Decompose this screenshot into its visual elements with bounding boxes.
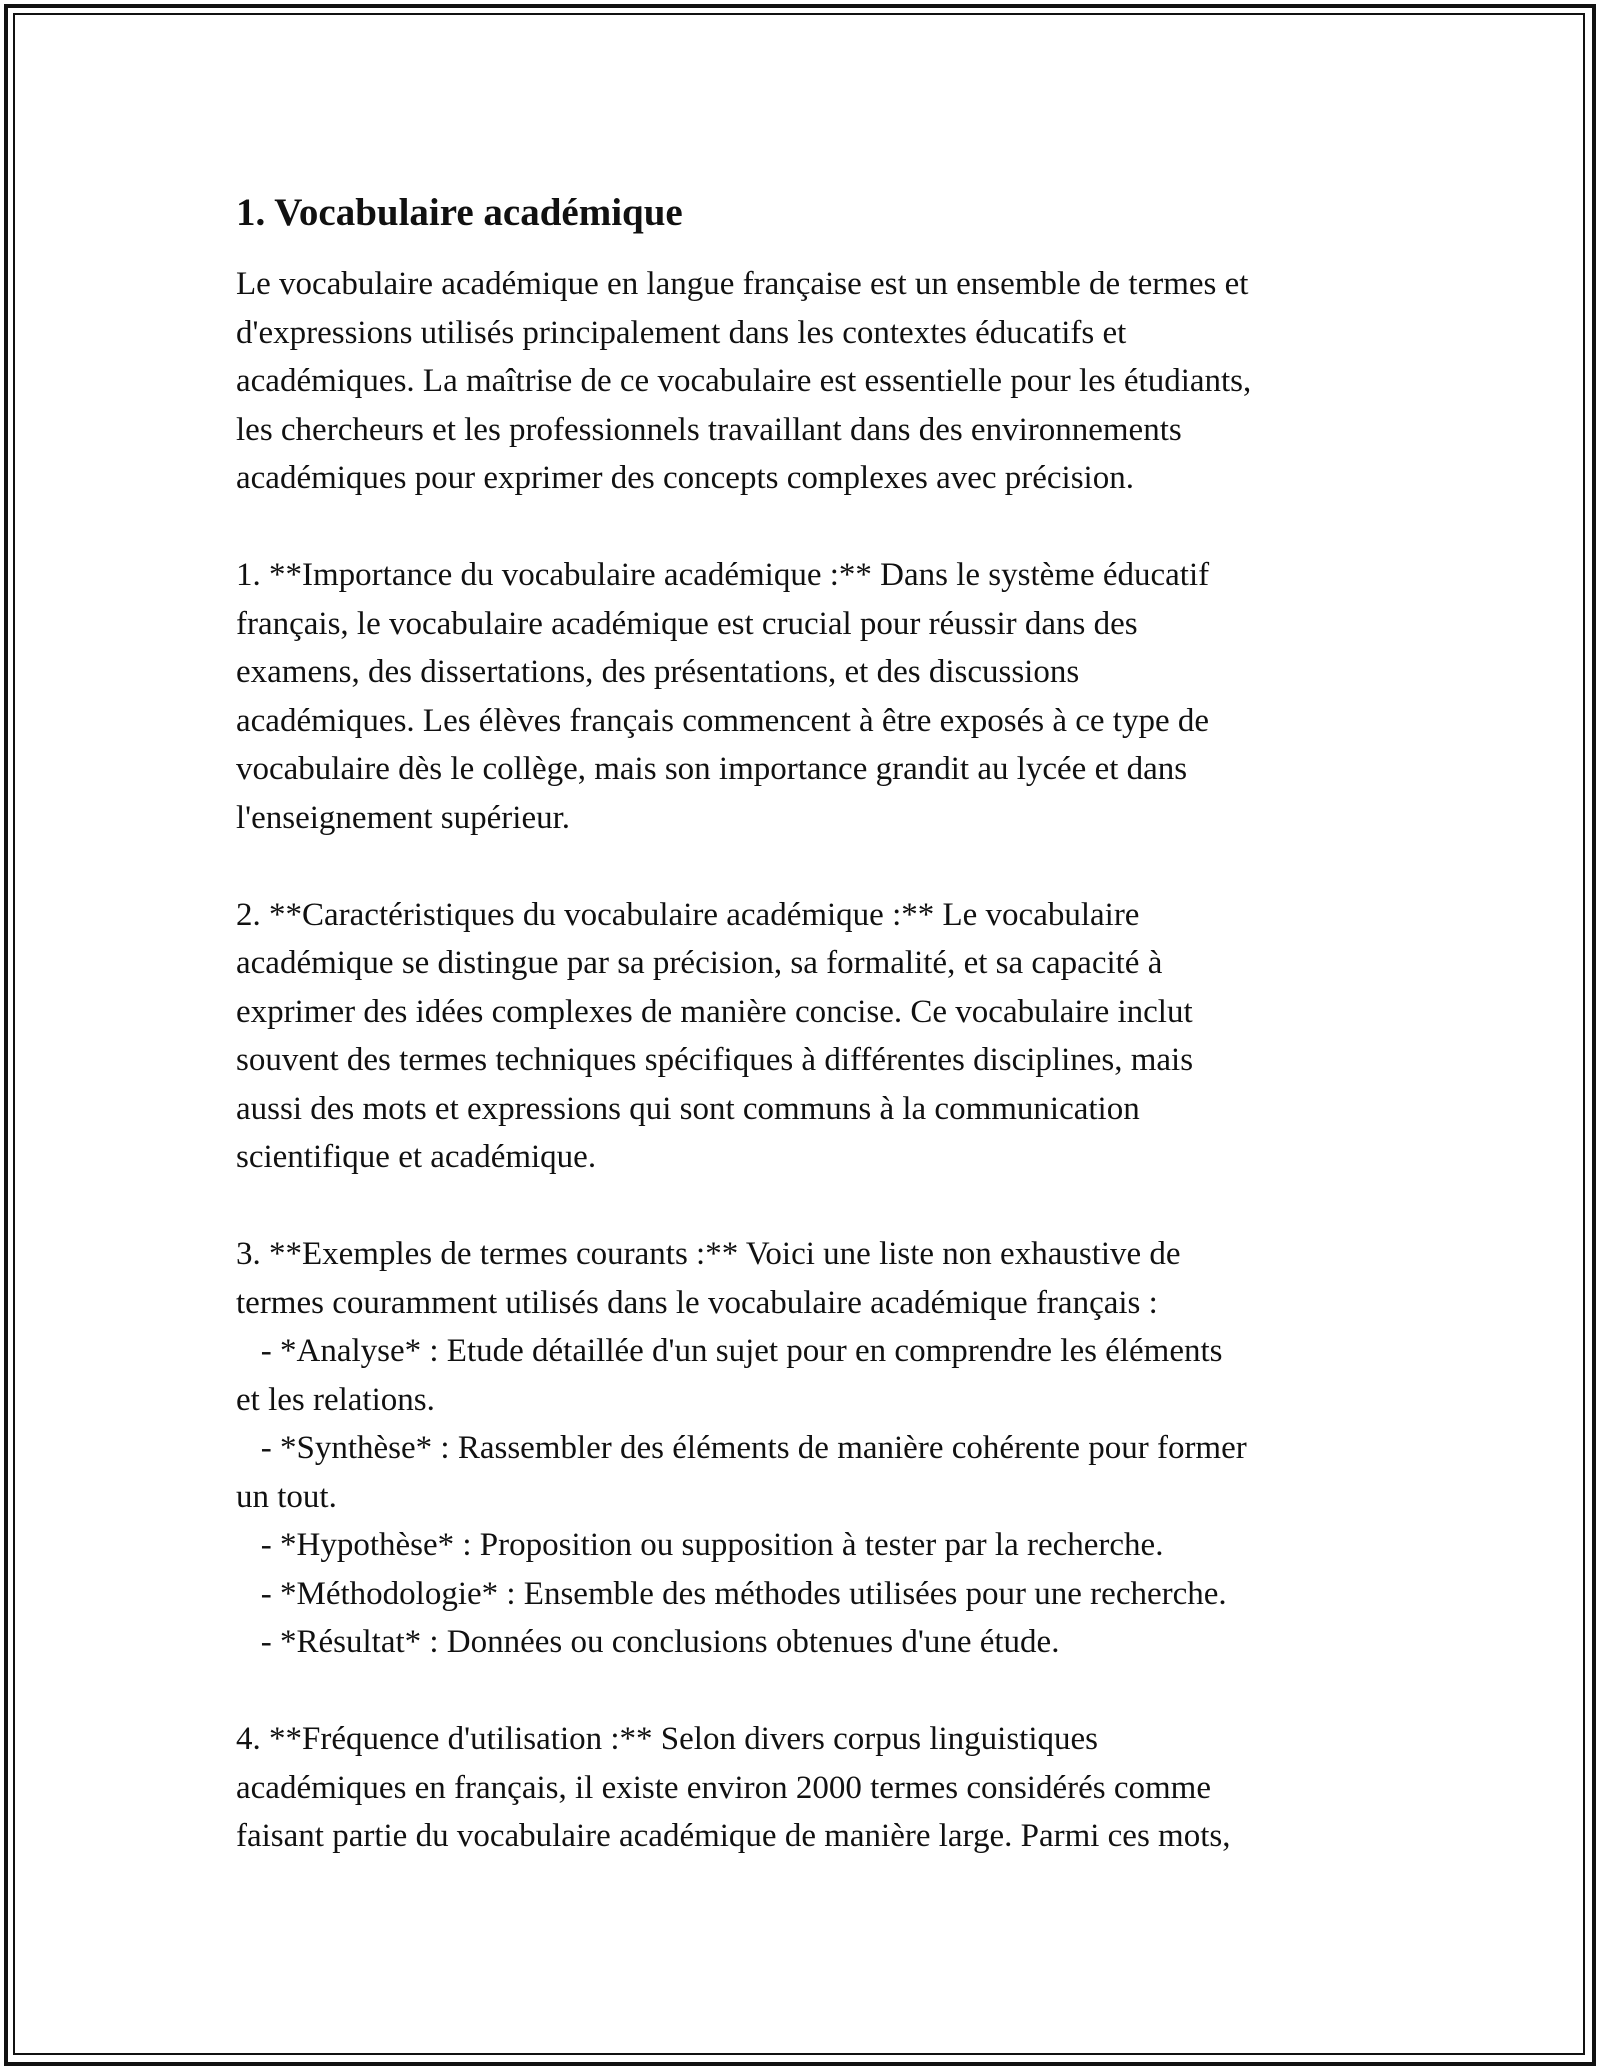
text-line: 3. **Exemples de termes courants :** Voici une liste non exhaustive de — [236, 1236, 1181, 1272]
paragraph-gap — [236, 842, 1381, 891]
text-line: scientifique et académique. — [236, 1139, 597, 1175]
text-line: académique se distingue par sa précision, sa formalité, et sa capacité à — [236, 945, 1163, 981]
text-line: examens, des dissertations, des présentations, et des discussions — [236, 654, 1080, 690]
list-item: - *Résultat* : Données ou conclusions obtenues d'une étude. — [236, 1624, 1060, 1660]
text-line: souvent des termes techniques spécifiques à différentes disciplines, mais — [236, 1042, 1194, 1078]
characteristics-paragraph — [236, 891, 1381, 1182]
list-item: - *Analyse* : Etude détaillée d'un sujet pour en comprendre les éléments — [236, 1333, 1223, 1369]
paragraph-gap — [236, 503, 1381, 552]
text-line: 2. **Caractéristiques du vocabulaire académique :** Le vocabulaire — [236, 896, 1140, 933]
intro-paragraph — [236, 260, 1381, 503]
paragraph-gap — [236, 1667, 1381, 1716]
examples-paragraph — [236, 1230, 1381, 1667]
text-line: Le vocabulaire académique en langue française est un ensemble de termes et — [236, 266, 1249, 302]
list-item: - *Méthodologie* : Ensemble des méthodes utilisées pour une recherche. — [236, 1575, 1227, 1612]
text-line: académiques. Les élèves français commencent à être exposés à ce type de — [236, 702, 1210, 739]
section-heading: 1. Vocabulaire académique — [236, 191, 683, 234]
text-line: les chercheurs et les professionnels travaillant dans des environnements — [236, 411, 1182, 448]
text-line: faisant partie du vocabulaire académique de manière large. Parmi ces mots, — [236, 1818, 1231, 1854]
importance-paragraph — [236, 551, 1381, 842]
text-line: aussi des mots et expressions qui sont communs à la communication — [236, 1090, 1140, 1127]
list-item: - *Synthèse* : Rassembler des éléments de manière cohérente pour former — [236, 1430, 1247, 1466]
text-line: 4. **Fréquence d'utilisation :** Selon divers corpus linguistiques — [236, 1721, 1099, 1757]
text-line: et les relations. — [236, 1381, 435, 1418]
text-line: académiques pour exprimer des concepts complexes avec précision. — [236, 460, 1134, 496]
frequency-paragraph — [236, 1715, 1381, 1861]
text-line: un tout. — [236, 1478, 337, 1515]
text-line: 1. **Importance du vocabulaire académique :** Dans le système éducatif — [236, 557, 1210, 593]
text-line: académiques. La maîtrise de ce vocabulaire est essentielle pour les étudiants, — [236, 363, 1252, 399]
text-line: français, le vocabulaire académique est crucial pour réussir dans des — [236, 605, 1138, 642]
paragraph-gap — [236, 1182, 1381, 1231]
text-line: l'enseignement supérieur. — [236, 799, 571, 836]
text-line: d'expressions utilisés principalement dans les contextes éducatifs et — [236, 314, 1127, 351]
text-line: vocabulaire dès le collège, mais son importance grandit au lycée et dans — [236, 751, 1188, 787]
text-line: exprimer des idées complexes de manière concise. Ce vocabulaire inclut — [236, 993, 1193, 1030]
document-body — [236, 188, 1381, 1861]
list-item: - *Hypothèse* : Proposition ou supposition à tester par la recherche. — [236, 1527, 1164, 1563]
text-line: académiques en français, il existe environ 2000 termes considérés comme — [236, 1769, 1211, 1806]
text-line: termes couramment utilisés dans le vocabulaire académique français : — [236, 1284, 1158, 1321]
